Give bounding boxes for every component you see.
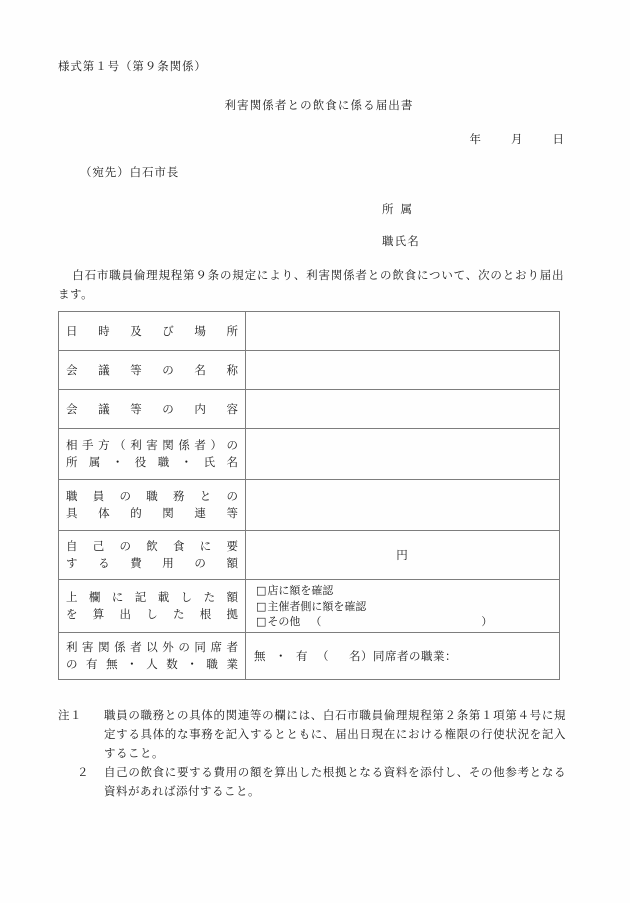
attendee-separator: ・	[275, 649, 287, 663]
table-row	[59, 580, 560, 633]
checkbox-option-shop[interactable]	[256, 583, 551, 599]
label-line: する費用の額	[66, 556, 238, 570]
table-row	[59, 351, 560, 390]
attendee-counter: 名）	[349, 649, 373, 663]
table-row	[59, 633, 560, 680]
affiliation-label: 所属	[382, 202, 419, 216]
date-month-label: 月	[511, 132, 523, 146]
row-label-own-cost	[59, 531, 246, 580]
label-line: 日時及び場所	[66, 323, 238, 338]
label-line: を算出した根拠	[66, 607, 238, 621]
row-label-duty-relation	[59, 480, 246, 531]
row-label-meeting-content	[59, 390, 246, 429]
lead-paragraph	[58, 266, 564, 304]
label-line: 会議等の名称	[66, 362, 238, 377]
other-open-paren: （	[310, 615, 322, 629]
attendee-choice-line	[254, 648, 551, 664]
table-row	[59, 429, 560, 480]
label-line: 所属・役職・氏名	[66, 455, 238, 469]
checkbox-icon[interactable]: □	[256, 599, 267, 613]
label-line: 職員の職務との	[66, 489, 238, 503]
note-item	[58, 763, 566, 801]
checkbox-option-organizer[interactable]	[256, 599, 551, 615]
label-line: 上欄に記載した額	[66, 590, 238, 604]
form-number: 様式第１号（第９条関係）	[58, 59, 207, 73]
label-line: 自己の飲食に要	[66, 539, 238, 553]
label-line: の有無・人数・職業	[66, 657, 238, 671]
row-value-datetime-place[interactable]	[246, 312, 560, 351]
row-value-counterparty[interactable]	[246, 429, 560, 480]
declaration-table	[58, 311, 560, 680]
date-line	[470, 131, 565, 147]
date-day-label: 日	[552, 132, 564, 146]
table-row	[59, 312, 560, 351]
note-text: 自己の飲食に要する費用の額を算出した根拠となる資料を添付し、その他参考となる資料があれば添付すること。	[104, 765, 566, 798]
table-row	[59, 480, 560, 531]
checkbox-option-other[interactable]	[256, 614, 551, 630]
checkbox-label: 主催者側に額を確認	[267, 599, 367, 613]
row-value-meeting-content[interactable]	[246, 390, 560, 429]
label-line: 具体的関連等	[66, 506, 238, 520]
row-value-other-attendees	[246, 633, 560, 680]
date-year-label: 年	[469, 132, 481, 146]
name-label: 職氏名	[382, 234, 420, 248]
label-line: 利害関係者以外の同席者	[66, 640, 238, 654]
document-title: 利害関係者との飲食に係る届出書	[224, 98, 414, 112]
row-label-meeting-name	[59, 351, 246, 390]
checkbox-icon[interactable]: □	[256, 615, 267, 629]
label-line: 会議等の内容	[66, 401, 238, 416]
note-item	[58, 706, 566, 763]
attendee-occupation-label: 同席者の職業：	[373, 649, 457, 663]
note-text: 職員の職務との具体的関連等の欄には、白石市職員倫理規程第２条第１項第４号に規定する具体的な事務を記入するとともに、届出日現在における権限の行使状況を記入すること。	[104, 708, 566, 760]
row-label-datetime-place	[59, 312, 246, 351]
row-label-other-attendees	[59, 633, 246, 680]
currency-unit-yen: 円	[396, 548, 409, 562]
row-value-own-cost[interactable]	[246, 531, 560, 580]
row-value-meeting-name[interactable]	[246, 351, 560, 390]
note-marker: 注１	[58, 708, 82, 722]
row-value-calculation-basis	[246, 580, 560, 633]
note-marker: ２	[77, 765, 89, 779]
checkbox-icon[interactable]: □	[256, 584, 267, 598]
lead-text: 白石市職員倫理規程第９条の規定により、利害関係者との飲食について、次のとおり届出ます。	[58, 268, 564, 301]
row-value-duty-relation[interactable]	[246, 480, 560, 531]
label-line: 相手方（利害関係者）の	[66, 438, 238, 452]
attendee-option-yes[interactable]: 有	[296, 649, 308, 663]
row-label-counterparty	[59, 429, 246, 480]
checkbox-label: 店に額を確認	[267, 584, 334, 598]
attendee-open-paren: （	[317, 649, 329, 663]
other-close-paren: ）	[481, 615, 493, 629]
notes-section	[58, 706, 566, 801]
attendee-option-none[interactable]: 無	[254, 649, 266, 663]
checkbox-group	[254, 580, 551, 632]
table-row	[59, 531, 560, 580]
row-label-calculation-basis	[59, 580, 246, 633]
table-row	[59, 390, 560, 429]
addressee-line: （宛先）白石市長	[80, 165, 180, 179]
checkbox-label: その他	[267, 615, 301, 629]
